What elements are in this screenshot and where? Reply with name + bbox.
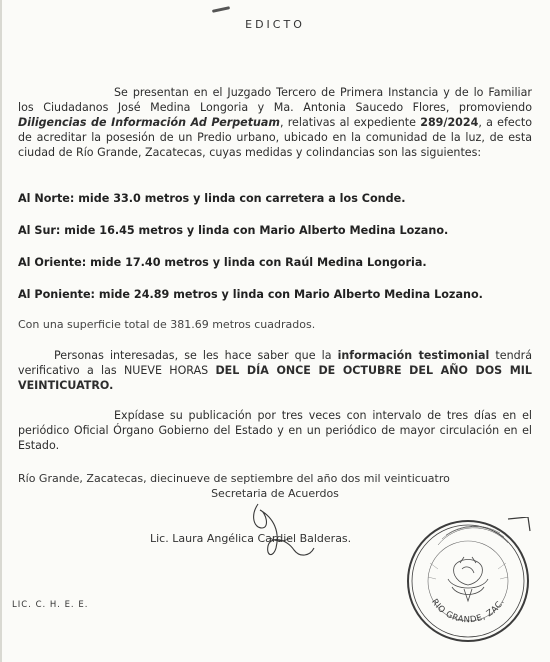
boundary-north: Al Norte: mide 33.0 metros y linda con carretera a los Conde. <box>18 192 406 205</box>
boundary-west: Al Poniente: mide 24.89 metros y linda con Mario Alberto Medina Lozano. <box>18 288 483 301</box>
boundary-east: Al Oriente: mide 17.40 metros y linda con Raúl Medina Longoria. <box>18 256 427 269</box>
procedure-name: Diligencias de Información Ad Perpetuam <box>18 116 280 129</box>
case-number: 289/2024 <box>420 116 479 129</box>
date-line: Río Grande, Zacatecas, diecinueve de septiembre del año dos mil veinticuatro <box>18 472 450 485</box>
hearing-paragraph <box>18 348 532 393</box>
intro-text-a: Se presentan en el Juzgado Tercero de Primera Instancia y de lo Familiar los Ciudadanos José Medina Longoria y Ma. Antonia Saucedo Flores, promoviendo <box>18 86 532 114</box>
court-seal <box>404 517 532 645</box>
intro-text-c: , a efecto de acreditar la posesión de un Predio urbano, ubicado en la comunidad de la luz, de esta ciudad de Río Grande, Zacatecas, cuyas medidas y colindancias son las siguientes: <box>18 116 532 159</box>
publication-paragraph: Expídase su publicación por tres veces con intervalo de tres días en el periódico Oficial Órgano Gobierno del Estado y en un periódico de mayor circulación en el Estado. <box>18 409 532 452</box>
hearing-date: DEL DÍA ONCE DE OCTUBRE DEL AÑO DOS MIL VEINTICUATRO. <box>18 364 532 392</box>
boundary-south: Al Sur: mide 16.45 metros y linda con Mario Alberto Medina Lozano. <box>18 224 449 237</box>
document-title: EDICTO <box>245 18 305 31</box>
intro-paragraph <box>18 85 532 160</box>
seal-location: RIO GRANDE, ZAC. <box>429 597 507 626</box>
hearing-text-b: tendrá verificativo a las NUEVE HORAS <box>18 349 532 377</box>
clerk-initials: LIC. C. H. E. E. <box>12 600 89 610</box>
intro-text-b: , relativas al expediente <box>279 116 421 129</box>
testimonial-info: información testimonial <box>337 349 490 362</box>
ink-mark <box>212 6 230 13</box>
hearing-text-a: Personas interesadas, se les hace saber que la <box>54 349 338 362</box>
secretary-title: Secretaria de Acuerdos <box>211 487 339 500</box>
surface-area: Con una superficie total de 381.69 metros cuadrados. <box>18 318 316 331</box>
signatory-name: Lic. Laura Angélica Cardiel Balderas. <box>150 532 352 545</box>
scan-edge <box>0 0 2 662</box>
